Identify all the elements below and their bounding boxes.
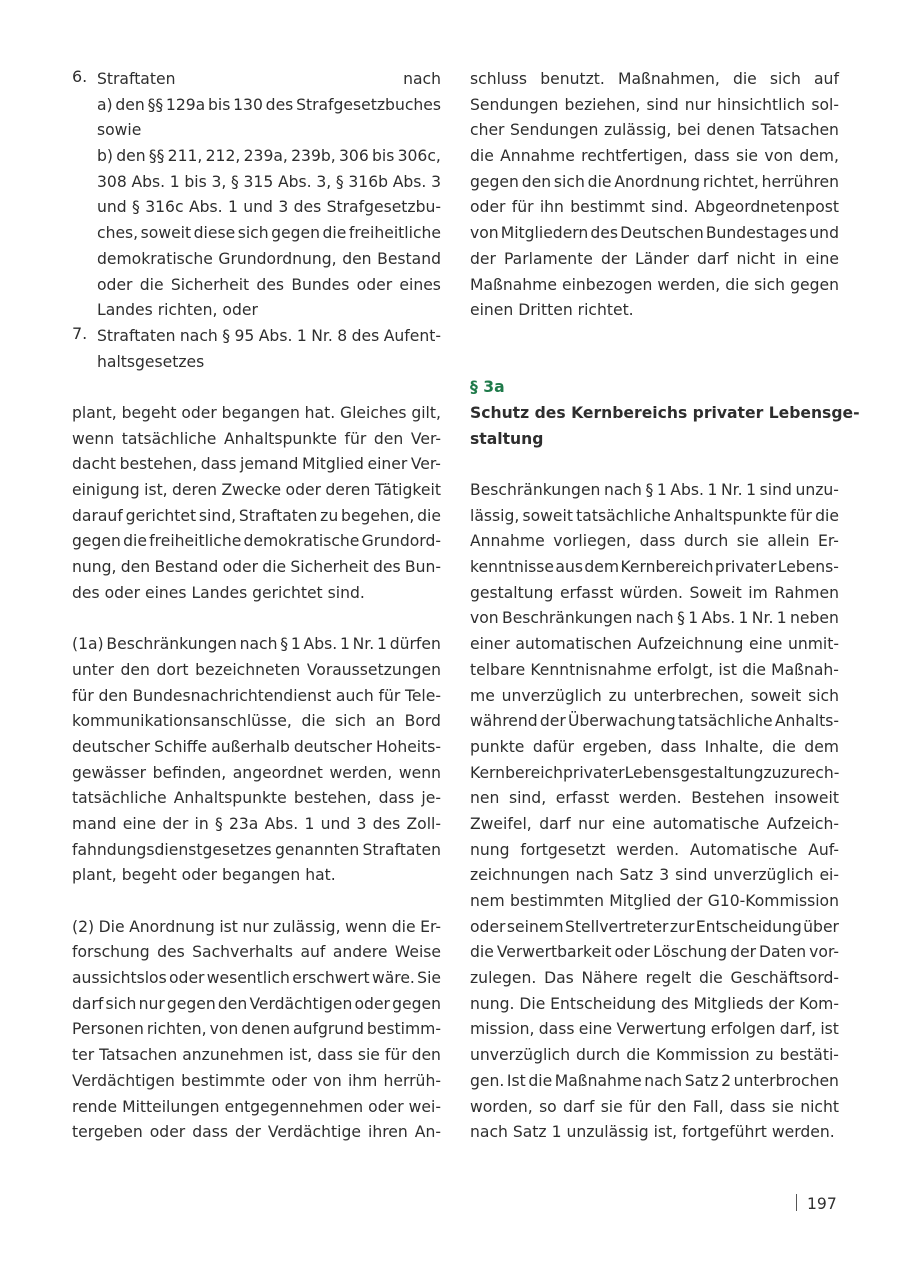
text-line: zeichnungen nach Satz 3 sind unverzüglich ei- <box>470 866 839 885</box>
text-line: a) den §§ 129a bis 130 des Strafgesetzbuches <box>97 95 441 114</box>
text-line: me unverzüglich zu unterbrechen, soweit sich <box>470 686 839 705</box>
text-line: cher Sendungen zulässig, bei denen Tatsachen <box>470 121 839 140</box>
paragraph-2 <box>72 915 441 1146</box>
text-line: zulegen. Das Nähere regelt die Geschäftsord- <box>470 969 839 988</box>
text-line: nung, den Bestand oder die Sicherheit des Bun- <box>72 558 441 577</box>
text-line: plant, begeht oder begangen hat. Gleiches gilt, <box>72 403 441 422</box>
text-line: tatsächliche Anhaltspunkte bestehen, dass je- <box>72 789 441 808</box>
text-line: mission, dass eine Verwertung erfolgen darf, ist <box>470 1020 839 1039</box>
text-line: aussichtslos oder wesentlich erschwert wäre. Sie <box>72 969 441 988</box>
section-title <box>470 401 860 452</box>
list-number: 7. <box>72 323 88 343</box>
text-line: und § 316c Abs. 1 und 3 des Strafgesetzbu- <box>97 198 441 217</box>
text-line: gegen den sich die Anordnung richtet, herrühren <box>470 172 839 191</box>
text-line: demokratische Grundordnung, den Bestand <box>97 249 441 268</box>
text-line: (1a) Beschränkungen nach § 1 Abs. 1 Nr. 1 dürfen <box>72 635 441 654</box>
right-column <box>470 67 860 1146</box>
text-line: der Parlamente der Länder darf nicht in eine <box>470 249 839 268</box>
text-line: plant, begeht oder begangen hat. <box>72 866 336 885</box>
text-line: für den Bundesnachrichtendienst auch für Tele- <box>72 686 441 705</box>
list-item-text <box>72 67 441 324</box>
text-line: Landes richten, oder <box>97 301 258 320</box>
list-item-6 <box>72 67 441 324</box>
text-line: nen sind, erfasst werden. Bestehen insoweit <box>470 789 839 808</box>
text-line: Straftaten nach <box>97 70 441 88</box>
text-line: worden, so darf sie für den Fall, dass sie nicht <box>470 1097 839 1116</box>
text-line: punkte dafür ergeben, dass Inhalte, die dem <box>470 737 839 756</box>
text-line: lässig, soweit tatsächliche Anhaltspunkte für die <box>470 506 839 525</box>
text-line: nach Satz 1 unzulässig ist, fortgeführt werden. <box>470 1123 835 1142</box>
text-line: gewässer befinden, angeordnet werden, wenn <box>72 763 441 782</box>
text-line: darf sich nur gegen den Verdächtigen oder gegen <box>72 994 441 1013</box>
text-line: Zweifel, darf nur eine automatische Aufzeich- <box>470 814 839 833</box>
text-line: Verdächtigen bestimmte oder von ihm herrüh- <box>72 1071 441 1090</box>
text-line: nem bestimmten Mitglied der G10-Kommission <box>470 892 839 911</box>
text-line: des oder eines Landes gerichtet sind. <box>72 583 365 602</box>
text-line: oder seinem Stellvertreter zur Entscheidung über <box>470 917 839 936</box>
text-line: unter den dort bezeichneten Voraussetzungen <box>72 660 441 679</box>
text-line: oder für ihn bestimmt sind. Abgeordnetenpost <box>470 198 839 217</box>
text-line: dacht bestehen, dass jemand Mitglied einer Ver- <box>72 455 441 474</box>
text-line: Personen richten, von denen aufgrund bestimm- <box>72 1020 441 1039</box>
text-line: einigung ist, deren Zwecke oder deren Tätigkeit <box>72 481 441 499</box>
text-line: Annahme vorliegen, dass durch sie allein Er- <box>470 532 839 551</box>
text-line: (2) Die Anordnung ist nur zulässig, wenn die Er- <box>72 917 441 936</box>
section-number: § 3a <box>470 378 505 397</box>
text-line: Maßnahme einbezogen werden, die sich gegen <box>470 275 839 294</box>
text-line: nung fortgesetzt werden. Automatische Auf- <box>470 840 839 859</box>
text-line: telbare Kenntnisnahme erfolgt, ist die Maßnah- <box>470 660 839 679</box>
text-line: einen Dritten richtet. <box>470 301 634 320</box>
text-line: deutscher Schiffe außerhalb deutscher Hoheits- <box>72 737 441 756</box>
text-line: Schutz des Kernbereichs privater Lebensge- <box>470 403 860 422</box>
text-line: die Annahme rechtfertigen, dass sie von dem, <box>470 147 839 166</box>
footer-divider <box>796 1194 797 1211</box>
text-line: von Mitgliedern des Deutschen Bundestages und <box>470 224 839 243</box>
text-line: mand eine der in § 23a Abs. 1 und 3 des Zoll- <box>72 814 441 833</box>
text-line: oder die Sicherheit des Bundes oder eines <box>97 275 441 294</box>
text-line: kenntnisse aus dem Kernbereich privater Lebens- <box>470 558 839 577</box>
text-line: gegen die freiheitliche demokratische Grundord- <box>72 532 441 551</box>
text-line: Beschränkungen nach § 1 Abs. 1 Nr. 1 sind unzu- <box>470 481 839 500</box>
text-line: ter Tatsachen anzunehmen ist, dass sie für den <box>72 1046 441 1065</box>
text-line: 308 Abs. 1 bis 3, § 315 Abs. 3, § 316b Abs. 3 <box>97 172 441 191</box>
text-line: darauf gerichtet sind, Straftaten zu begehen, die <box>72 506 441 525</box>
text-line: forschung des Sachverhalts auf andere Weise <box>72 943 441 962</box>
page-number: 197 <box>807 1195 837 1213</box>
text-line: rende Mitteilungen entgegennehmen oder wei- <box>72 1097 441 1116</box>
list-item-text <box>72 324 441 375</box>
text-line: Sendungen beziehen, sind nur hinsichtlich sol- <box>470 95 839 114</box>
paragraph-plant <box>72 401 441 607</box>
paragraph-3a <box>470 478 839 1146</box>
text-line: einer automatischen Aufzeichnung eine unmit- <box>470 635 839 654</box>
text-line: sowie <box>97 121 142 140</box>
text-line: fahndungsdienstgesetzes genannten Straftaten <box>72 840 441 859</box>
text-line: Straftaten nach § 95 Abs. 1 Nr. 8 des Aufent- <box>97 326 441 345</box>
text-line: Kernbereich privater Lebensgestaltung zuzurech- <box>470 763 840 782</box>
text-line: staltung <box>470 429 544 448</box>
list-number: 6. <box>72 67 88 86</box>
paragraph-2-continued <box>470 67 839 324</box>
text-line: ches, soweit diese sich gegen die freiheitliche <box>97 224 441 243</box>
page-footer <box>796 1193 837 1215</box>
text-line: schluss benutzt. Maßnahmen, die sich auf <box>470 70 839 88</box>
text-line: die Verwertbarkeit oder Löschung der Daten vor- <box>470 943 839 962</box>
text-line: wenn tatsächliche Anhaltspunkte für den Ver- <box>72 429 441 448</box>
text-line: tergeben oder dass der Verdächtige ihren An- <box>72 1123 441 1142</box>
text-line: b) den §§ 211, 212, 239a, 239b, 306 bis 306c, <box>97 147 441 166</box>
left-column <box>72 67 441 1146</box>
list-item-7 <box>72 324 441 375</box>
paragraph-1a <box>72 632 441 889</box>
text-line: gen. Ist die Maßnahme nach Satz 2 unterbrochen <box>470 1071 839 1090</box>
text-line: kommunikationsanschlüsse, die sich an Bord <box>72 712 441 731</box>
text-line: gestaltung erfasst würden. Soweit im Rahmen <box>470 583 839 602</box>
text-line: nung. Die Entscheidung des Mitglieds der Kom- <box>470 994 839 1013</box>
text-line: von Beschränkungen nach § 1 Abs. 1 Nr. 1 neben <box>470 609 839 628</box>
text-line: haltsgesetzes <box>97 352 205 371</box>
text-line: während der Überwachung tatsächliche Anhalts- <box>470 712 839 731</box>
text-line: unverzüglich durch die Kommission zu bestäti- <box>470 1046 839 1065</box>
